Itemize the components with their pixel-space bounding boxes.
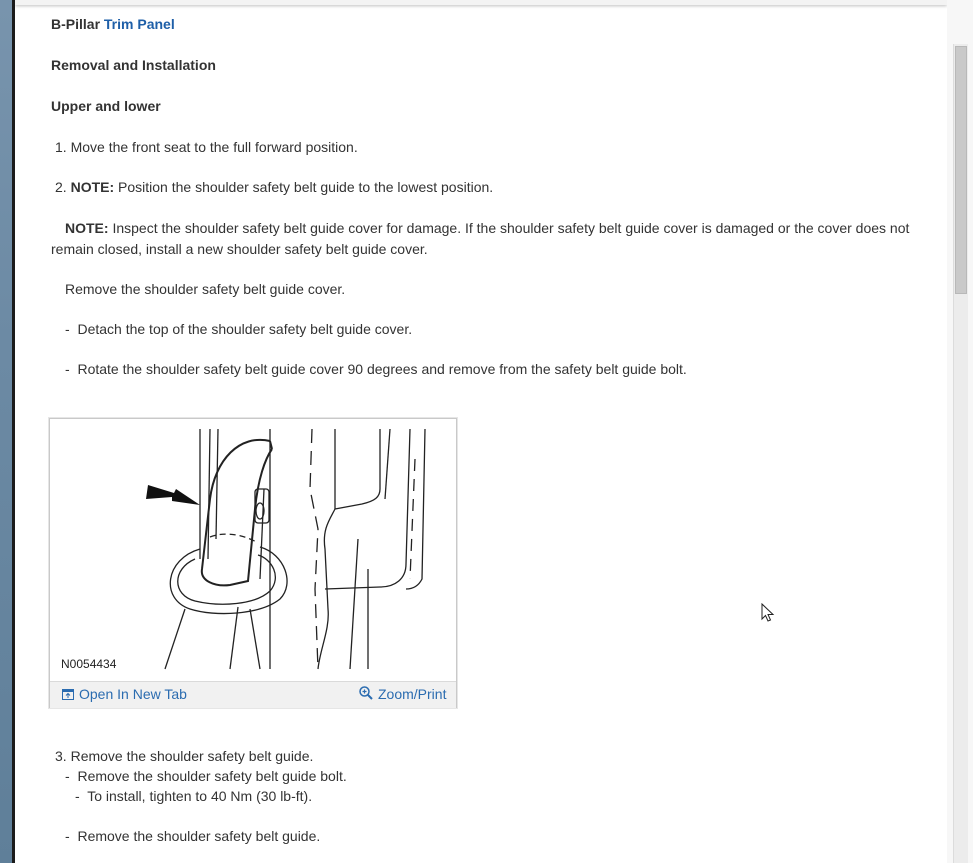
figure-id-label: N0054434 [61,657,117,671]
substep-text: Remove the shoulder safety belt guide. [77,828,321,844]
substep-detach [65,319,412,339]
step-number: 3. [55,748,67,764]
step-number: 1. [55,139,67,155]
step-2 [55,177,493,197]
substep-text: Detach the top of the shoulder safety belt guide cover. [77,321,413,337]
trim-panel-link[interactable]: Trim Panel [103,16,175,32]
zoom-print-label: Zoom/Print [378,686,447,702]
note-paragraph [51,218,921,260]
note-label: NOTE: [65,220,109,236]
new-tab-icon [62,689,74,700]
dash: - [65,321,70,337]
dash: - [65,361,70,377]
open-in-new-tab-link[interactable] [62,686,187,702]
section-heading-removal: Removal and Installation [51,57,216,73]
step-text: Remove the shoulder safety belt guide. [70,748,314,764]
substep-rotate [65,359,687,379]
substep-remove-bolt [65,766,347,786]
illustration-figure [49,418,457,708]
step-text: Position the shoulder safety belt guide to the lowest position. [118,179,494,195]
note-label: NOTE: [70,179,115,195]
substep-remove-guide [65,826,320,846]
title-prefix: B-Pillar [51,16,101,32]
dash: - [75,788,80,804]
substep-text: Remove the shoulder safety belt guide bolt. [77,768,347,784]
open-in-new-tab-label: Open In New Tab [79,686,187,702]
step-number: 2. [55,179,67,195]
zoom-icon [359,686,373,700]
remove-cover-instruction: Remove the shoulder safety belt guide cover. [65,281,346,297]
substep-text: Rotate the shoulder safety belt guide cover 90 degrees and remove from the safety belt guide bolt. [77,361,687,377]
vertical-scrollbar[interactable] [947,0,973,863]
note-text: Inspect the shoulder safety belt guide cover for damage. If the shoulder safety belt guide cover is damaged or the cover does not remain closed, install a new shoulder safety belt guide cover. [51,220,910,257]
window-top-edge [15,0,947,5]
substep-tighten [75,786,312,806]
figure-toolbar [50,681,456,708]
step-1 [55,137,358,157]
substep-text: To install, tighten to 40 Nm (30 lb-ft). [87,788,313,804]
belt-guide-illustration[interactable] [50,419,456,681]
step-text: Move the front seat to the full forward position. [70,139,358,155]
section-heading-upper-lower: Upper and lower [51,98,161,114]
dash: - [65,768,70,784]
dash: - [65,828,70,844]
document-window [15,0,973,863]
zoom-print-link[interactable] [359,686,446,702]
step-3 [55,746,313,766]
scrollbar-thumb[interactable] [955,46,967,294]
page-title [51,14,175,34]
mouse-cursor-icon [761,603,775,623]
